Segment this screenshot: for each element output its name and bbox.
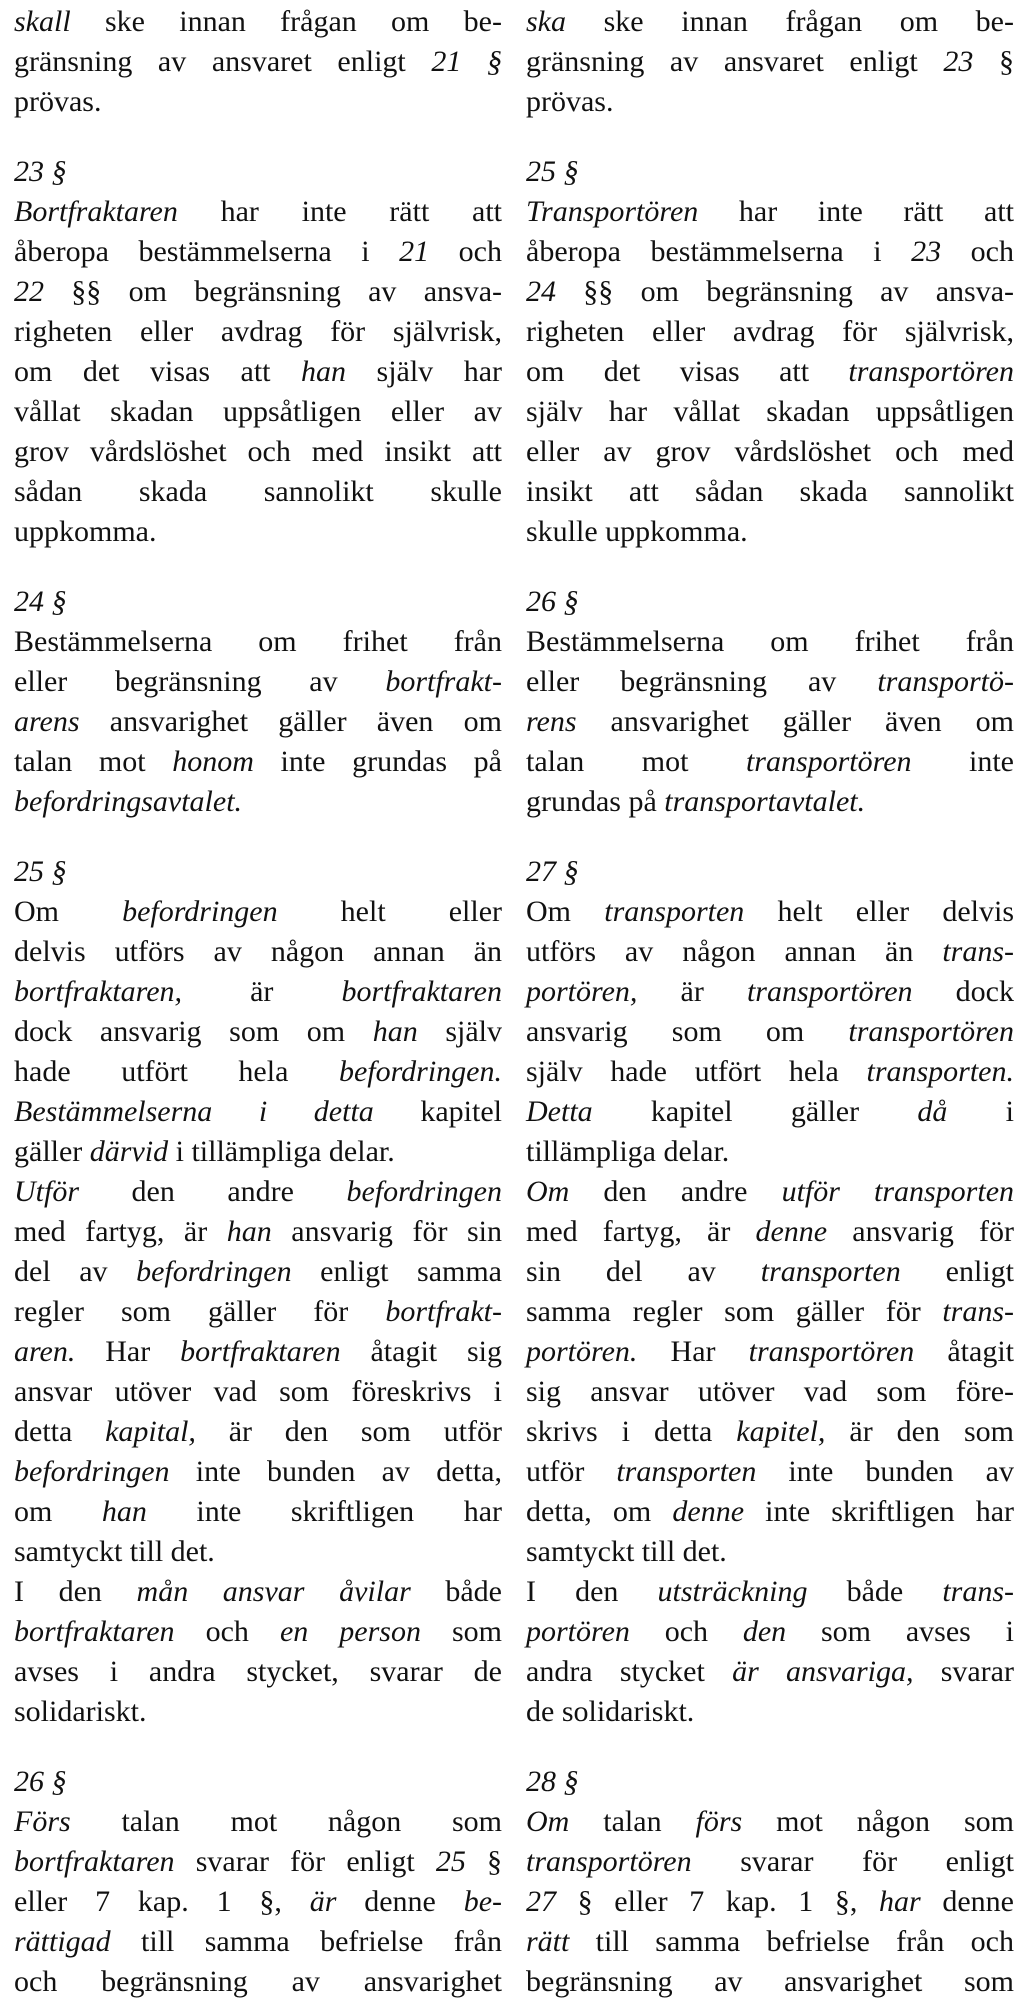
text-line [14, 1802, 502, 1842]
text-run: som avses i [786, 1615, 1014, 1648]
text-run: hade utfört hela [14, 1055, 339, 1088]
text-run: trans- [942, 935, 1014, 968]
text-run: del av [14, 1255, 137, 1288]
text-run: portören, [526, 975, 638, 1008]
text-run: rättigad [14, 1925, 111, 1958]
text-run: trans- [942, 1295, 1014, 1328]
text-run: 25 § [526, 155, 579, 188]
text-run: eller av grov vårdslöshet och med [526, 435, 1014, 468]
text-run: och [629, 1615, 743, 1648]
text-line [526, 1962, 1014, 2002]
text-run: svarar för enligt [691, 1845, 1014, 1878]
text-line [526, 1452, 1014, 1492]
text-line [526, 1612, 1014, 1652]
text-run: svarar [913, 1655, 1014, 1688]
text-line [526, 1532, 1014, 1572]
text-run: Om [14, 895, 123, 928]
text-run: 21 [399, 235, 430, 268]
text-line [14, 782, 502, 822]
text-run: bortfraktaren [341, 975, 502, 1008]
text-run: förs [695, 1805, 743, 1838]
text-line [14, 972, 502, 1012]
text-run: utförs av någon annan än [526, 935, 943, 968]
text-run: inte skriftligen har [744, 1495, 1014, 1528]
text-run: mot någon som [742, 1805, 1014, 1838]
text-run: själv [417, 1015, 502, 1048]
text-run: avses i andra stycket, svarar de [14, 1655, 502, 1688]
text-run: denne [336, 1885, 464, 1918]
text-line [526, 512, 1014, 552]
text-line [526, 662, 1014, 702]
text-line [526, 472, 1014, 512]
text-run: § eller 7 kap. 1 §, [556, 1885, 880, 1918]
text-run: bortfraktaren [14, 1615, 175, 1648]
text-line [526, 1842, 1014, 1882]
text-run: helt eller [277, 895, 503, 928]
text-run: gränsning av ansvaret enligt [14, 45, 432, 78]
text-run: därvid [89, 1135, 169, 1168]
text-run: § [973, 45, 1014, 78]
text-run: bortfrakt- [385, 665, 502, 698]
text-run: kapitel [373, 1095, 502, 1128]
text-run: mån ansvar åvilar [136, 1575, 411, 1608]
text-run: 22 [14, 275, 44, 308]
text-run: med fartyg, är [526, 1215, 756, 1248]
text-line [14, 1652, 502, 1692]
text-run: transportö- [877, 665, 1014, 698]
text-line [526, 1332, 1014, 1372]
text-run: portören. [526, 1335, 638, 1368]
text-run: inte grundas på [253, 745, 502, 778]
text-run: 25 [435, 1845, 466, 1878]
text-run: tillämpliga delar. [526, 1135, 730, 1168]
text-run: befordringen [346, 1175, 502, 1208]
text-run: den andre [569, 1175, 782, 1208]
text-run: dock [912, 975, 1014, 1008]
text-run: åberopa bestämmelserna i [14, 235, 400, 268]
text-run: själv har vållat skadan uppsåtligen [526, 395, 1014, 428]
text-run: I den [526, 1575, 658, 1608]
text-line [14, 192, 502, 232]
text-run: befordringen [14, 1455, 170, 1488]
text-run: denne [755, 1215, 828, 1248]
text-line [526, 1372, 1014, 1412]
text-line [14, 742, 502, 782]
section-heading [14, 852, 502, 892]
text-line [526, 1172, 1014, 1212]
text-run: ansvarighet gäller även om [79, 705, 502, 738]
text-line [14, 622, 502, 662]
text-run: till samma befrielse från och [569, 1925, 1014, 1958]
text-run: transporten [760, 1255, 901, 1288]
text-line [526, 432, 1014, 472]
text-run: rens [526, 705, 577, 738]
text-line [526, 702, 1014, 742]
text-line [14, 1922, 502, 1962]
text-run: om det visas att [14, 355, 302, 388]
text-line [526, 622, 1014, 662]
text-line [14, 1612, 502, 1652]
text-run: de solidariskt. [526, 1695, 695, 1728]
text-line [14, 1012, 502, 1052]
text-line [526, 1652, 1014, 1692]
text-line [526, 1882, 1014, 1922]
text-run: själv hade utfört hela [526, 1055, 867, 1088]
text-run: befordringen. [338, 1055, 502, 1088]
text-run: bortfraktaren [14, 1845, 175, 1878]
text-run: som [420, 1615, 502, 1648]
text-run: sådan skada sannolikt skulle [14, 475, 502, 508]
text-run: dock ansvarig som om [14, 1015, 373, 1048]
text-run: detta, om [526, 1495, 673, 1528]
text-line [526, 1052, 1014, 1092]
text-run: ansvarig för [827, 1215, 1014, 1248]
text-run: 27 § [526, 855, 579, 888]
text-run: Förs [14, 1805, 71, 1838]
text-run: både [410, 1575, 502, 1608]
text-run: prövas. [14, 85, 102, 118]
text-run: ske innan frågan om be- [70, 5, 502, 38]
text-run: transportören [848, 355, 1014, 388]
text-line [14, 1092, 502, 1132]
text-run: transportören [526, 1845, 692, 1878]
text-run: inte bunden av [756, 1455, 1014, 1488]
text-run: har [879, 1885, 921, 1918]
text-run: och [941, 235, 1014, 268]
text-run: 28 § [526, 1765, 579, 1798]
text-line [526, 352, 1014, 392]
text-run: 26 § [526, 585, 579, 618]
text-line [526, 742, 1014, 782]
text-run: talan mot någon som [70, 1805, 502, 1838]
text-line [526, 232, 1014, 272]
text-run: är den som [825, 1415, 1014, 1448]
text-run: med fartyg, är [14, 1215, 227, 1248]
text-run: och [174, 1615, 280, 1648]
text-line [526, 892, 1014, 932]
text-run: 23 [943, 45, 974, 78]
text-run: skrivs i detta [526, 1415, 737, 1448]
text-run: han [226, 1215, 272, 1248]
text-run: inte skriftligen har [146, 1495, 502, 1528]
text-line [526, 1132, 1014, 1172]
text-run: ansvarig för sin [271, 1215, 502, 1248]
text-run: samma regler som gäller för [526, 1295, 943, 1328]
text-run: eller begränsning av [14, 665, 386, 698]
text-run: Om [526, 1175, 570, 1208]
text-run: vållat skadan uppsåtligen eller av [14, 395, 502, 428]
section-heading [526, 582, 1014, 622]
text-line [14, 662, 502, 702]
text-run: ansvar utöver vad som föreskrivs i [14, 1375, 502, 1408]
text-run: 26 § [14, 1765, 67, 1798]
text-run: transportören [848, 1015, 1014, 1048]
text-run: detta [14, 1415, 106, 1448]
text-line [526, 82, 1014, 122]
text-run: kapitel, [736, 1415, 826, 1448]
section-heading [14, 582, 502, 622]
text-run: befordringen [122, 895, 278, 928]
text-run: Utför [14, 1175, 80, 1208]
text-run: Bestämmelserna om frihet från [526, 625, 1014, 658]
text-run: 23 [911, 235, 942, 268]
text-line [526, 932, 1014, 972]
section-heading [14, 152, 502, 192]
text-run: Om [526, 895, 605, 928]
text-line [526, 1412, 1014, 1452]
text-run: skall [14, 5, 71, 38]
text-run: ske innan frågan om be- [566, 5, 1014, 38]
text-run: prövas. [526, 85, 614, 118]
text-run: i [947, 1095, 1014, 1128]
text-run: svarar för enligt [174, 1845, 436, 1878]
text-line [14, 1842, 502, 1882]
text-run: grundas på [526, 785, 665, 818]
text-run: transportavtalet. [664, 785, 866, 818]
text-run: delvis utförs av någon annan än [14, 935, 502, 968]
text-line [14, 1212, 502, 1252]
text-line [526, 972, 1014, 1012]
text-line [14, 1052, 502, 1092]
text-run: och begränsning av ansvarighet [14, 1965, 502, 1998]
text-run: gränsning av ansvaret enligt [526, 45, 944, 78]
text-run: åberopa bestämmelserna i [526, 235, 912, 268]
text-run: Har [637, 1335, 749, 1368]
text-line [526, 1252, 1014, 1292]
text-line [14, 932, 502, 972]
text-run: inte bunden av detta, [169, 1455, 502, 1488]
text-run: righeten eller avdrag för självrisk, [14, 315, 502, 348]
text-run: samtyckt till det. [526, 1535, 727, 1568]
text-run: regler som gäller för [14, 1295, 386, 1328]
text-line [526, 1692, 1014, 1732]
text-line [526, 1802, 1014, 1842]
text-line [14, 1132, 502, 1172]
text-run: transportören [746, 975, 913, 1008]
text-run: är den som utför [195, 1415, 502, 1448]
section-heading [526, 852, 1014, 892]
text-run: Bestämmelserna i detta [14, 1095, 374, 1128]
text-run: åtagit [914, 1335, 1014, 1368]
text-run: transporten. [866, 1055, 1014, 1088]
text-line [14, 1572, 502, 1612]
text-run: § [465, 1845, 502, 1878]
text-run: §§ om begränsning av ansva- [556, 275, 1014, 308]
text-line [526, 2, 1014, 42]
text-run: Om [526, 1805, 570, 1838]
text-run: andra stycket [526, 1655, 733, 1688]
text-run: denne [672, 1495, 745, 1528]
text-line [526, 42, 1014, 82]
text-run: och [429, 235, 502, 268]
text-line [14, 1172, 502, 1212]
text-run: be- [463, 1885, 502, 1918]
text-line [14, 1692, 502, 1732]
text-run: bortfraktaren [180, 1335, 341, 1368]
text-run: 27 [526, 1885, 556, 1918]
text-run: utsträckning [657, 1575, 808, 1608]
text-line [14, 432, 502, 472]
text-line [14, 472, 502, 512]
text-line [14, 232, 502, 272]
text-run: transportören [748, 1335, 915, 1368]
text-run: solidariskt. [14, 1695, 147, 1728]
text-run: om [14, 1495, 102, 1528]
text-run: eller begränsning av [526, 665, 878, 698]
section-heading [526, 1762, 1014, 1802]
text-run: enligt samma [291, 1255, 502, 1288]
text-line [14, 352, 502, 392]
text-run: är ansvariga, [732, 1655, 914, 1688]
text-run: rätt [526, 1925, 570, 1958]
text-run: Transportören [526, 195, 699, 228]
text-run: utför [526, 1455, 617, 1488]
text-line [14, 1412, 502, 1452]
text-line [14, 702, 502, 742]
text-line [14, 2, 502, 42]
text-line [14, 1532, 502, 1572]
text-run: själv har [346, 355, 502, 388]
text-line [526, 782, 1014, 822]
text-run: eller 7 kap. 1 §, [14, 1885, 310, 1918]
text-line [526, 312, 1014, 352]
text-run: 21 [431, 45, 462, 78]
text-line [14, 1372, 502, 1412]
text-run: åtagit sig [340, 1335, 502, 1368]
text-run: har inte rätt att [698, 195, 1014, 228]
text-line [526, 272, 1014, 312]
text-run: är [182, 975, 342, 1008]
text-run: I den [14, 1575, 137, 1608]
text-run: Bortfraktaren [14, 195, 178, 228]
text-line [526, 1212, 1014, 1252]
text-line [526, 1492, 1014, 1532]
text-run: sig ansvar utöver vad som före- [526, 1375, 1014, 1408]
section-heading [14, 1762, 502, 1802]
text-run: talan [569, 1805, 696, 1838]
text-run: bortfrakt- [385, 1295, 502, 1328]
text-run: kapitel gäller [592, 1095, 918, 1128]
text-run: skulle uppkomma. [526, 515, 748, 548]
text-run: den andre [79, 1175, 347, 1208]
text-run: i tillämpliga delar. [168, 1135, 395, 1168]
text-run: § [487, 45, 502, 78]
text-run: 25 § [14, 855, 67, 888]
text-run: han [301, 355, 347, 388]
text-run: 24 § [14, 585, 67, 618]
text-run: gäller [14, 1135, 90, 1168]
text-line [14, 392, 502, 432]
text-line [14, 1962, 502, 2002]
text-line [14, 1292, 502, 1332]
text-line [526, 1292, 1014, 1332]
text-line [14, 312, 502, 352]
text-line [14, 1882, 502, 1922]
text-run: denne [920, 1885, 1014, 1918]
text-line [14, 82, 502, 122]
text-run: transporten [616, 1455, 757, 1488]
text-line [526, 1922, 1014, 1962]
text-run: righeten eller avdrag för självrisk, [526, 315, 1014, 348]
text-line [14, 892, 502, 932]
text-run: befordringen [136, 1255, 292, 1288]
text-run: arens [14, 705, 80, 738]
text-run: talan mot [14, 745, 173, 778]
text-run: är [309, 1885, 337, 1918]
text-run: är [637, 975, 747, 1008]
text-run: transportören [745, 745, 912, 778]
text-run: Bestämmelserna om frihet från [14, 625, 502, 658]
text-run: till samma befrielse från [110, 1925, 502, 1958]
text-run: en person [279, 1615, 421, 1648]
text-run: §§ om begränsning av ansva- [44, 275, 502, 308]
text-run: han [101, 1495, 147, 1528]
section-heading [526, 152, 1014, 192]
text-run: kapital, [105, 1415, 196, 1448]
text-run: utför transporten [781, 1175, 1015, 1208]
text-line [14, 42, 502, 82]
text-run: aren. [14, 1335, 76, 1368]
text-run: 23 § [14, 155, 67, 188]
text-run: uppkomma. [14, 515, 157, 548]
text-run: befordringsavtalet. [14, 785, 243, 818]
text-run: ansvarig som om [526, 1015, 849, 1048]
text-line [526, 192, 1014, 232]
text-run: begränsning av ansvarighet som [526, 1965, 1014, 1998]
text-run: har inte rätt att [177, 195, 502, 228]
text-run: transporten [604, 895, 745, 928]
text-line [14, 512, 502, 552]
text-run: honom [172, 745, 254, 778]
text-line [14, 1492, 502, 1532]
text-run: samtyckt till det. [14, 1535, 215, 1568]
text-run [461, 45, 487, 78]
text-run: grov vårdslöshet och med insikt att [14, 435, 502, 468]
text-run: portören [526, 1615, 630, 1648]
text-run: insikt att sådan skada sannolikt [526, 475, 1014, 508]
text-line [526, 1572, 1014, 1612]
text-run: trans- [942, 1575, 1014, 1608]
text-run: 24 [526, 275, 556, 308]
text-run: han [372, 1015, 418, 1048]
text-run: sin del av [526, 1255, 761, 1288]
text-line [14, 1332, 502, 1372]
text-run: både [807, 1575, 943, 1608]
text-run: ska [526, 5, 566, 38]
text-line [526, 1012, 1014, 1052]
text-run: Har [75, 1335, 181, 1368]
text-run: enligt [900, 1255, 1014, 1288]
text-run: inte [911, 745, 1014, 778]
text-line [526, 1092, 1014, 1132]
text-run: om det visas att [526, 355, 849, 388]
text-run: den [742, 1615, 787, 1648]
text-run: ansvarighet gäller även om [576, 705, 1014, 738]
text-run: Detta [526, 1095, 593, 1128]
text-line [14, 1452, 502, 1492]
text-line [14, 272, 502, 312]
text-run: då [917, 1095, 948, 1128]
text-run: talan mot [526, 745, 746, 778]
text-line [526, 392, 1014, 432]
text-line [14, 1252, 502, 1292]
text-run: helt eller delvis [744, 895, 1015, 928]
text-run: bortfraktaren, [14, 975, 183, 1008]
